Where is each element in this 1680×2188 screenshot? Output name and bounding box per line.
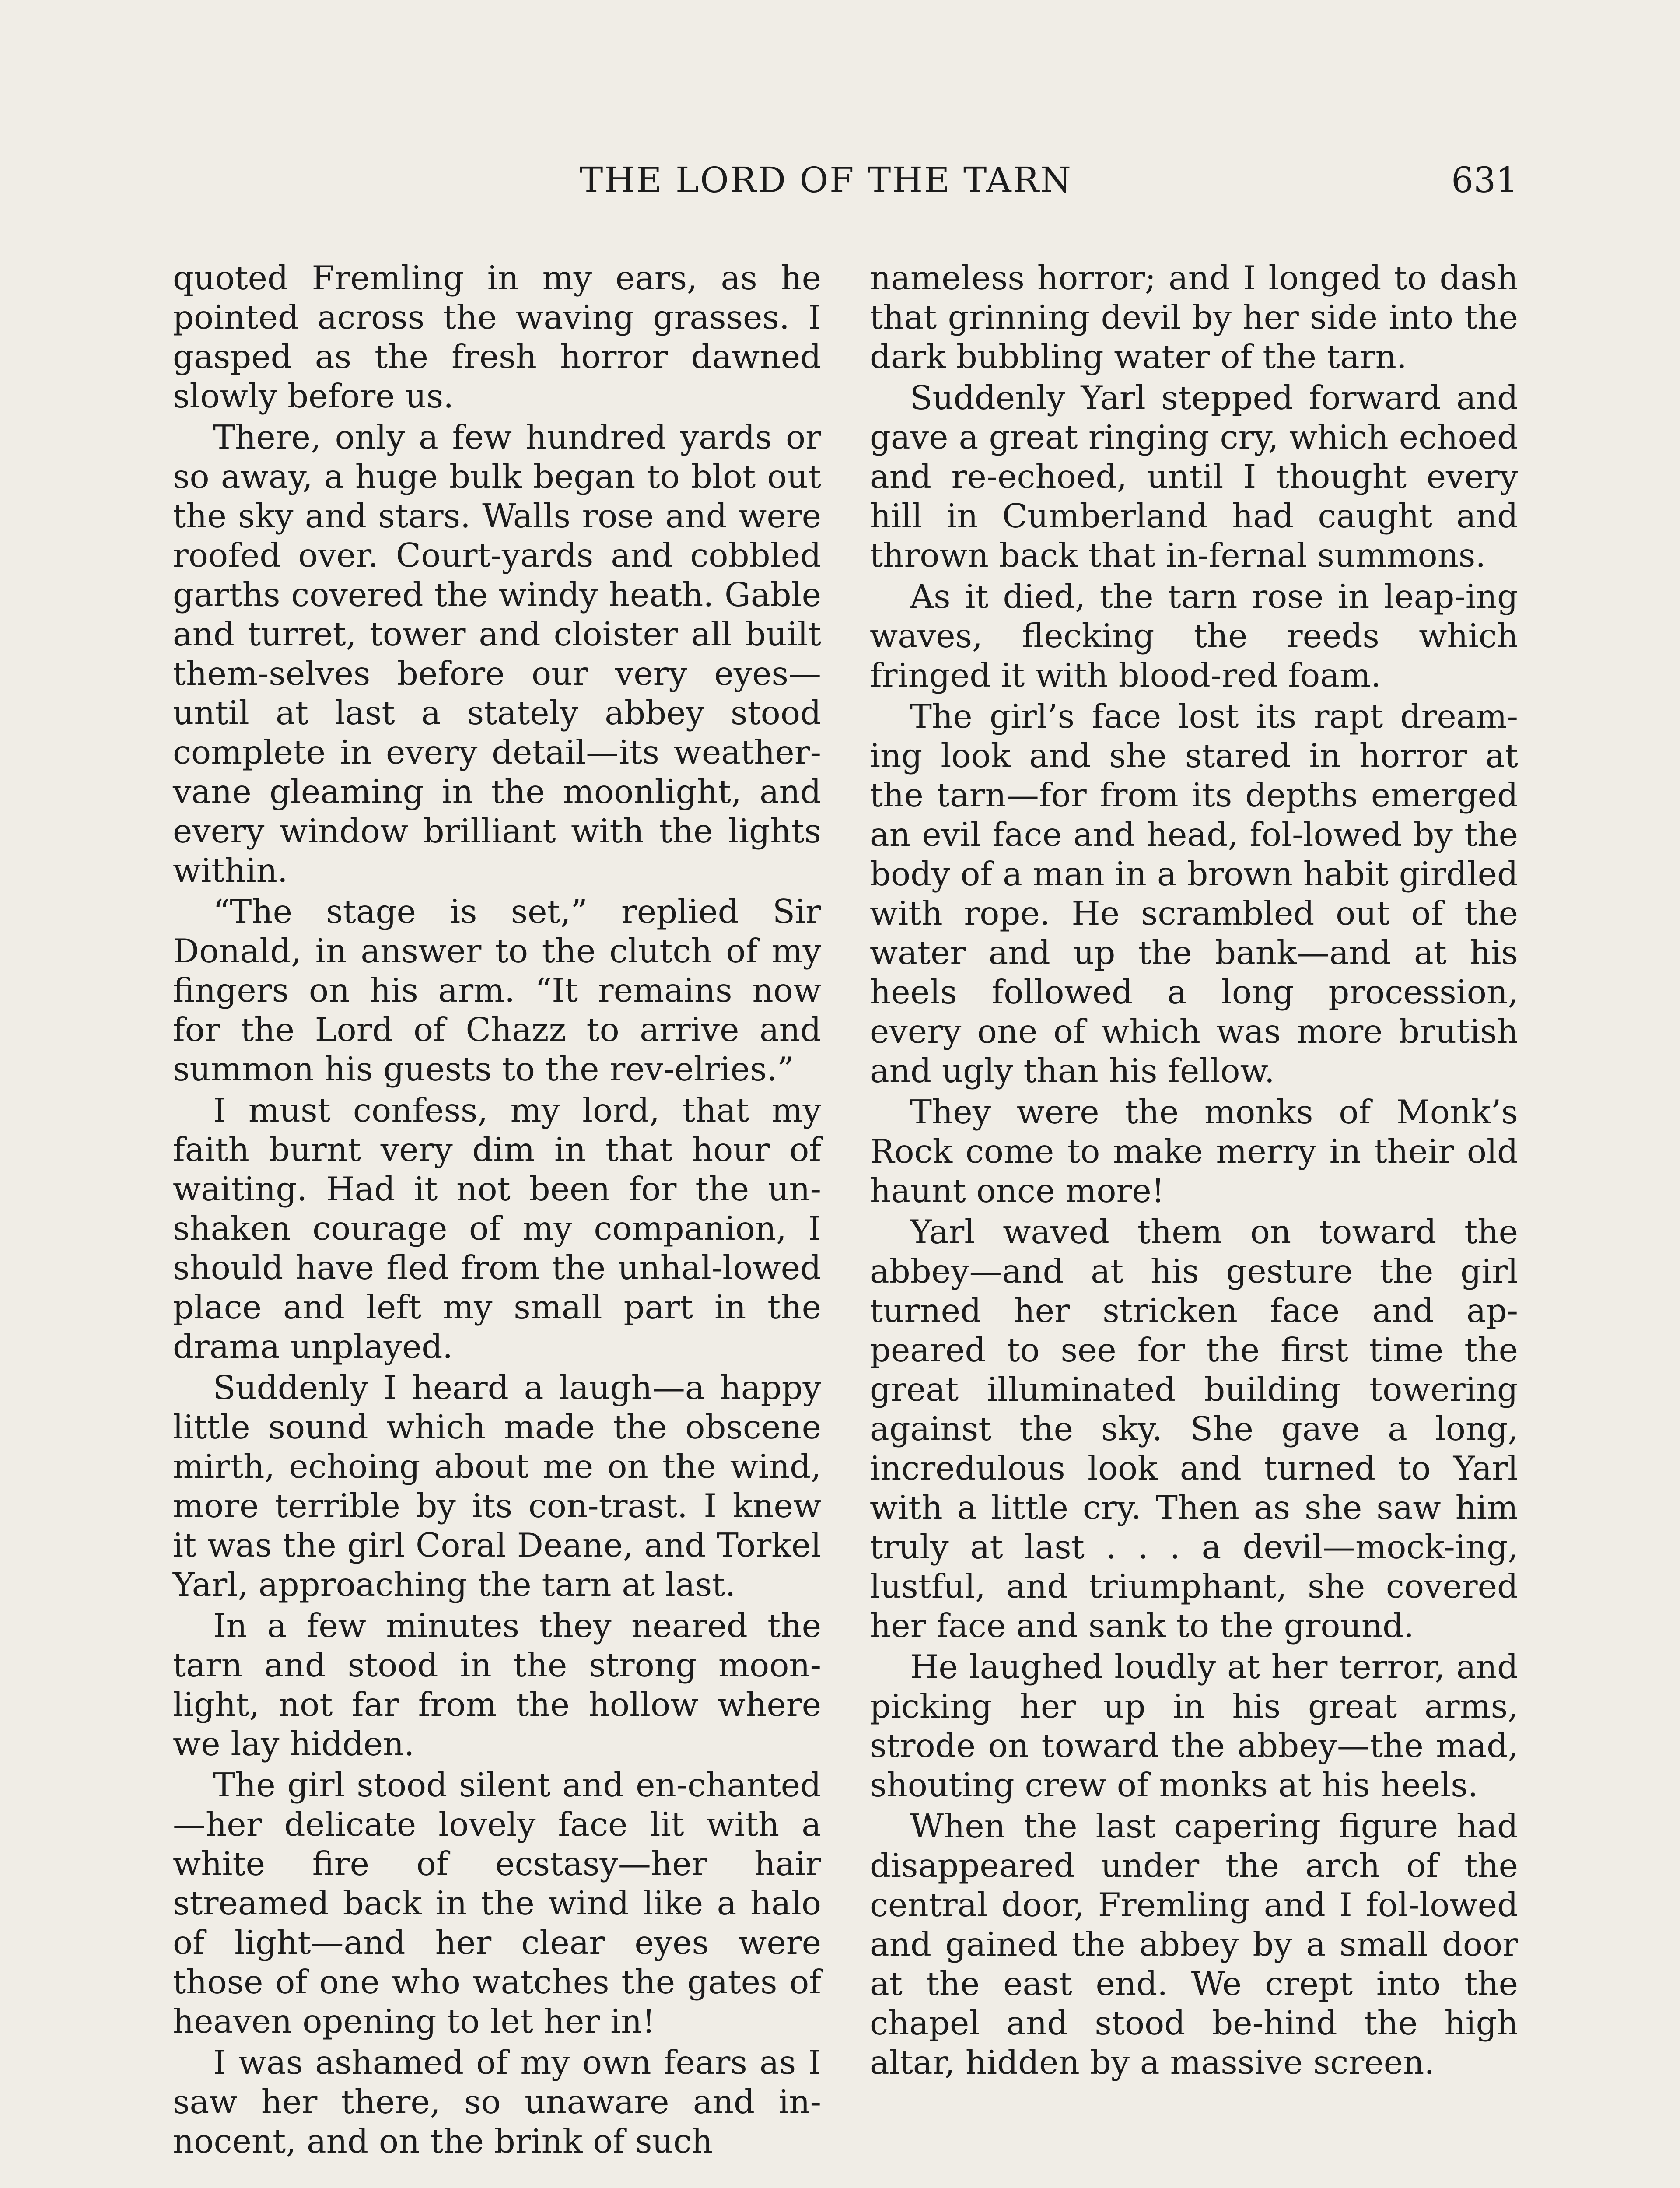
paragraph: nameless horror; and I longed to dash that grinning devil by her side into the dark bubbling water of the tarn. [870,259,1518,376]
paragraph: As it died, the tarn rose in leap-ing waves, flecking the reeds which fringed it with blood-red foam. [870,577,1518,694]
paragraph: The girl’s face lost its rapt dream-ing look and she stared in horror at the tarn—for from its depths emerged an evil face and head, fol-lowed by the body of a man in a brown habit girdled with rope. He scrambled out of the water and up the bank—and at his heels followed a long procession, every one of which was more brutish and ugly than his fellow. [870,697,1518,1090]
paragraph: There, only a few hundred yards or so away, a huge bulk began to blot out the sky and stars. Walls rose and were roofed over. Court-yards and cobbled garths covered the windy heath. Gable and turret, tower and cloister all built them-selves before our very eyes—until at last a stately abbey stood complete in every detail—its weather-vane gleaming in the moonlight, and every window brilliant with the lights within. [173,418,821,890]
page-header [173,160,1518,208]
paragraph: I must confess, my lord, that my faith burnt very dim in that hour of waiting. Had it not been for the un-shaken courage of my companion, I should have fled from the unhal-lowed place and left my small part in the drama unplayed. [173,1091,821,1366]
left-text-column [173,258,821,2161]
paragraph: The girl stood silent and en-chanted—her delicate lovely face lit with a white fire of ecstasy—her hair streamed back in the wind like a halo of light—and her clear eyes were those of one who watches the gates of heaven opening to let her in! [173,1766,821,2041]
paragraph: Yarl waved them on toward the abbey—and at his gesture the girl turned her stricken face and ap-peared to see for the first time the great illuminated building towering against the sky. She gave a long, incredulous look and turned to Yarl with a little cry. Then as she saw him truly at last . . . a devil—mock-ing, lustful, and triumphant, she covered her face and sank to the ground. [870,1213,1518,1645]
paragraph: Suddenly I heard a laugh—a happy little sound which made the obscene mirth, echoing about me on the wind, more terrible by its con-trast. I knew it was the girl Coral Deane, and Torkel Yarl, approaching the tarn at last. [173,1368,821,1604]
paragraph: “The stage is set,” replied Sir Donald, in answer to the clutch of my fingers on his arm. “It remains now for the Lord of Chazz to arrive and summon his guests to the rev-elries.” [173,892,821,1088]
paragraph: quoted Fremling in my ears, as he pointed across the waving grasses. I gasped as the fresh horror dawned slowly before us. [173,259,821,415]
running-title: THE LORD OF THE TARN [580,160,1072,200]
paragraph: Suddenly Yarl stepped forward and gave a great ringing cry, which echoed and re-echoed, until I thought every hill in Cumberland had caught and thrown back that in-fernal summons. [870,379,1518,575]
right-text-column [870,258,1518,2082]
paragraph: He laughed loudly at her terror, and picking her up in his great arms, strode on toward the abbey—the mad, shouting crew of monks at his heels. [870,1648,1518,1804]
paragraph: They were the monks of Monk’s Rock come to make merry in their old haunt once more! [870,1093,1518,1210]
paragraph: I was ashamed of my own fears as I saw her there, so unaware and in-nocent, and on the brink of such [173,2043,821,2160]
paragraph: In a few minutes they neared the tarn and stood in the strong moon-light, not far from the hollow where we lay hidden. [173,1606,821,1763]
page-number: 631 [1451,160,1518,200]
paragraph: When the last capering figure had disappeared under the arch of the central door, Fremling and I fol-lowed and gained the abbey by a small door at the east end. We crept into the chapel and stood be-hind the high altar, hidden by a massive screen. [870,1807,1518,2082]
